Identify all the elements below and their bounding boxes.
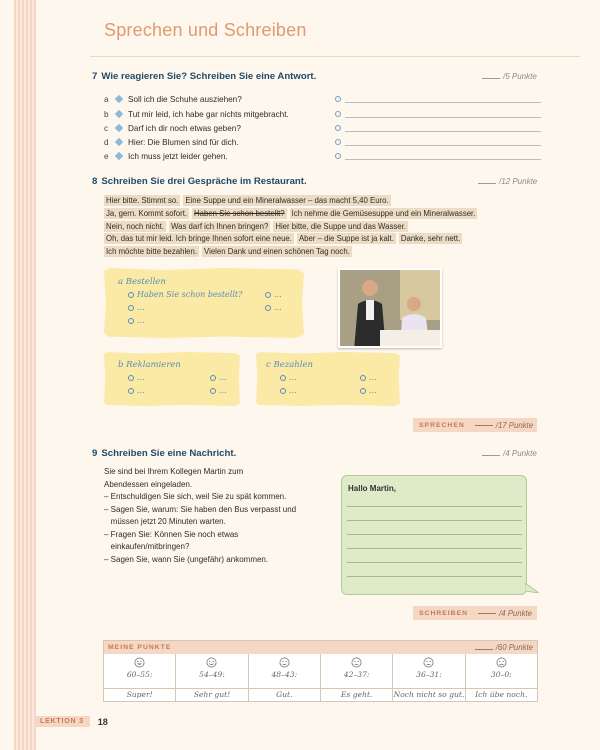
circle-icon	[335, 125, 341, 131]
note-text: ...	[137, 303, 145, 312]
diamond-icon	[115, 138, 123, 146]
circle-icon	[265, 292, 271, 298]
item-text: Soll ich die Schuhe ausziehen?	[128, 94, 242, 104]
score-verdict: Es geht.	[321, 689, 393, 701]
section-8-number: 8	[92, 176, 98, 187]
diamond-icon	[115, 95, 123, 103]
lesson-label: LEKTION 3	[34, 716, 90, 727]
circle-icon	[210, 388, 216, 394]
instruction-line: – Sagen Sie, warum: Sie haben den Bus verpasst und	[104, 504, 297, 514]
note-b-title: b Reklamieren	[118, 360, 181, 370]
note-text: ...	[219, 386, 227, 395]
page-number: 18	[97, 716, 108, 727]
circle-icon	[335, 153, 341, 159]
s7-answer-e[interactable]	[335, 149, 541, 163]
sentence-chip[interactable]: Eine Suppe und ein Mineralwasser – das macht 5,40 Euro.	[185, 196, 389, 205]
item-letter: d	[104, 137, 109, 147]
score-range: 42–37:	[343, 670, 370, 679]
item-text: Hier: Die Blumen sind für dich.	[128, 137, 239, 147]
instruction-line: – Fragen Sie: Können Sie noch etwas	[104, 529, 239, 539]
bubble-tail-icon	[525, 583, 539, 593]
points-blank[interactable]	[478, 183, 496, 184]
sentence-chip-used[interactable]: Haben Sie schon bestellt?	[194, 208, 285, 218]
sad-face-icon	[496, 657, 507, 668]
section-9-points	[482, 449, 537, 458]
score-range: 30–0:	[490, 670, 512, 679]
instruction-line: – Sagen Sie, wann Sie (ungefähr) ankommen.	[104, 554, 269, 564]
score-cell[interactable]	[176, 654, 248, 688]
item-letter: b	[104, 109, 109, 119]
neutral-face-icon	[351, 657, 362, 668]
note-text: ...	[137, 316, 145, 325]
note-text: ...	[369, 373, 377, 382]
score-table-header	[104, 641, 537, 654]
sentence-chip[interactable]: Ich nehme die Gemüsesuppe und ein Mineralwasser.	[291, 208, 476, 218]
note-a-line-2[interactable]	[128, 303, 145, 312]
sentence-chip[interactable]: Hier bitte. Stimmt so.	[106, 196, 179, 205]
tag-label: SCHREIBEN	[419, 609, 469, 617]
sentence-chip[interactable]: Ich möchte bitte bezahlen.	[106, 247, 198, 257]
writing-line[interactable]	[347, 520, 522, 521]
page-title: Sprechen und Schreiben	[104, 20, 307, 40]
note-text: ...	[289, 386, 297, 395]
happy-face-icon	[206, 657, 217, 668]
score-cell[interactable]	[321, 654, 393, 688]
note-c-title: c Bezahlen	[266, 360, 313, 370]
note-b-line-1b[interactable]	[210, 373, 227, 382]
score-table	[103, 640, 538, 702]
note-c-line-1[interactable]	[280, 373, 297, 382]
note-b-line-1[interactable]	[128, 373, 145, 382]
page-footer	[34, 716, 108, 727]
section-9-title: Schreiben Sie eine Nachricht.	[101, 448, 237, 459]
score-range: 54–49:	[199, 670, 225, 679]
circle-icon	[128, 292, 134, 298]
writing-line[interactable]	[347, 576, 522, 577]
item-text: Ich muss jetzt leider gehen.	[128, 151, 228, 161]
sentence-bank	[104, 195, 554, 259]
sentence-chip[interactable]: Danke, sehr nett.	[400, 234, 461, 244]
note-c-line-2[interactable]	[280, 386, 297, 395]
s7-item-c	[104, 121, 241, 135]
item-letter: e	[104, 151, 109, 161]
writing-line[interactable]	[347, 562, 522, 563]
score-label: MEINE PUNKTE	[108, 644, 172, 651]
circle-icon	[360, 375, 366, 381]
tag-label: SPRECHEN	[419, 421, 465, 429]
points-label: /5 Punkte	[503, 72, 537, 81]
circle-icon	[280, 388, 286, 394]
sprechen-score-tag	[413, 418, 537, 432]
answer-line[interactable]	[345, 110, 541, 118]
score-cell[interactable]	[393, 654, 465, 688]
score-range: 48–43:	[271, 670, 298, 679]
circle-icon	[128, 318, 134, 324]
score-cell[interactable]	[466, 654, 537, 688]
note-text: ...	[289, 373, 297, 382]
circle-icon	[128, 388, 134, 394]
answer-line[interactable]	[345, 152, 541, 160]
circle-icon	[280, 375, 286, 381]
instruction-line: – Entschuldigen Sie sich, weil Sie zu spät kommen.	[104, 492, 287, 501]
sentence-chip[interactable]: Vielen Dank und einen schönen Tag noch.	[204, 247, 350, 257]
score-verdict: Super!	[104, 689, 176, 701]
score-ranges-row	[104, 654, 537, 688]
sentence-chip[interactable]: Was darf ich Ihnen bringen?	[171, 221, 269, 231]
note-text: ...	[137, 373, 145, 382]
sentence-chip[interactable]: Ja, gern. Kommt sofort.	[106, 208, 188, 218]
points-blank[interactable]	[475, 425, 493, 426]
circle-icon	[210, 375, 216, 381]
note-text: ...	[274, 303, 282, 312]
title-divider	[90, 56, 580, 57]
note-text: ...	[219, 373, 227, 382]
note-a-line-3[interactable]	[128, 316, 145, 325]
circle-icon	[128, 305, 134, 311]
points-label: /4 Punkte	[503, 449, 537, 458]
s7-item-d	[104, 135, 239, 149]
section-8-points	[478, 177, 537, 186]
writing-line[interactable]	[347, 534, 522, 535]
note-a-line-1[interactable]	[128, 290, 242, 299]
circle-icon	[360, 388, 366, 394]
answer-line[interactable]	[345, 124, 541, 132]
section-9-number: 9	[92, 448, 98, 459]
points-label: /12 Punkte	[499, 177, 538, 186]
writing-line[interactable]	[347, 506, 522, 507]
score-verdict: Noch nicht so gut.	[393, 690, 465, 699]
section-7-heading	[92, 71, 316, 82]
sentence-chip[interactable]: Hier bitte, die Suppe und das Wasser.	[275, 221, 406, 231]
points-blank[interactable]	[482, 455, 500, 456]
score-range: 60–55:	[126, 670, 153, 679]
note-b-line-2b[interactable]	[210, 386, 227, 395]
score-cell[interactable]	[249, 654, 321, 688]
circle-icon	[335, 139, 341, 145]
message-bubble[interactable]	[341, 475, 527, 595]
answer-line[interactable]	[345, 95, 541, 103]
task-instructions	[104, 466, 329, 566]
score-verdict: Ich übe noch.	[475, 690, 528, 699]
s7-item-e	[104, 149, 228, 163]
sentence-chip[interactable]: Nein, noch nicht.	[106, 221, 165, 231]
very-happy-face-icon	[134, 657, 145, 668]
instruction-line: müssen jetzt 20 Minuten warten.	[104, 517, 226, 526]
s7-answer-b[interactable]	[335, 107, 541, 121]
unsure-face-icon	[423, 657, 434, 668]
instruction-line: einkaufen/mitbringen?	[104, 542, 190, 551]
message-greeting: Hallo Martin,	[348, 484, 397, 493]
item-letter: c	[104, 123, 109, 133]
points-blank[interactable]	[482, 78, 500, 79]
tag-points: /17 Punkte	[495, 420, 534, 430]
note-a-line-1b[interactable]	[265, 290, 282, 299]
restaurant-photo	[338, 268, 442, 348]
note-c-line-2b[interactable]	[360, 386, 377, 395]
section-9-heading	[92, 448, 236, 459]
note-a-title: a Bestellen	[118, 277, 166, 287]
section-7-title: Wie reagieren Sie? Schreiben Sie eine Antwort.	[101, 71, 317, 82]
diamond-icon	[115, 152, 123, 160]
s7-answer-d[interactable]	[335, 135, 541, 149]
instruction-line: Sie sind bei Ihrem Kollegen Martin zum	[104, 467, 244, 476]
item-text: Darf ich dir noch etwas geben?	[128, 123, 241, 133]
section-8-title: Schreiben Sie drei Gespräche im Restaurant.	[101, 176, 307, 187]
s7-item-a	[104, 92, 242, 106]
section-7-number: 7	[92, 71, 98, 82]
circle-icon	[128, 375, 134, 381]
item-letter: a	[104, 94, 109, 104]
points-blank[interactable]	[475, 649, 493, 650]
instruction-line: Abendessen eingeladen.	[104, 479, 193, 489]
points-label: /60 Punkte	[495, 643, 533, 652]
diamond-icon	[115, 110, 123, 118]
note-text: ...	[137, 386, 145, 395]
s7-answer-a[interactable]	[335, 92, 541, 106]
s7-item-b	[104, 107, 289, 121]
diamond-icon	[115, 124, 123, 132]
score-verdict: Gut.	[249, 689, 321, 701]
smile-face-icon	[279, 657, 290, 668]
points-blank[interactable]	[478, 613, 496, 614]
circle-icon	[335, 96, 341, 102]
schreiben-score-tag	[413, 606, 537, 620]
score-range: 36–31:	[416, 670, 442, 679]
writing-line[interactable]	[347, 548, 522, 549]
score-verdict: Sehr gut!	[176, 689, 248, 701]
sentence-chip[interactable]: Aber – die Suppe ist ja kalt.	[298, 234, 394, 244]
score-cell[interactable]	[104, 654, 176, 688]
section-7-points	[482, 72, 537, 81]
note-b-line-2[interactable]	[128, 386, 145, 395]
note-text: ...	[274, 290, 282, 299]
circle-icon	[265, 305, 271, 311]
note-c-line-1b[interactable]	[360, 373, 377, 382]
score-verdicts-row	[104, 688, 537, 701]
s7-answer-c[interactable]	[335, 121, 541, 135]
answer-line[interactable]	[345, 138, 541, 146]
tag-points: /4 Punkte	[499, 608, 532, 618]
sentence-chip[interactable]: Oh, das tut mir leid. Ich bringe Ihnen sofort eine neue.	[106, 234, 292, 244]
restaurant-scene-icon	[340, 270, 442, 348]
note-a-line-2b[interactable]	[265, 303, 282, 312]
total-points	[475, 643, 533, 652]
page-edge-stripe	[14, 0, 36, 750]
circle-icon	[335, 111, 341, 117]
note-text: ...	[369, 386, 377, 395]
section-8-heading	[92, 176, 307, 187]
note-text: Haben Sie schon bestellt?	[137, 290, 243, 299]
item-text: Tut mir leid, ich habe gar nichts mitgebracht.	[128, 109, 289, 119]
